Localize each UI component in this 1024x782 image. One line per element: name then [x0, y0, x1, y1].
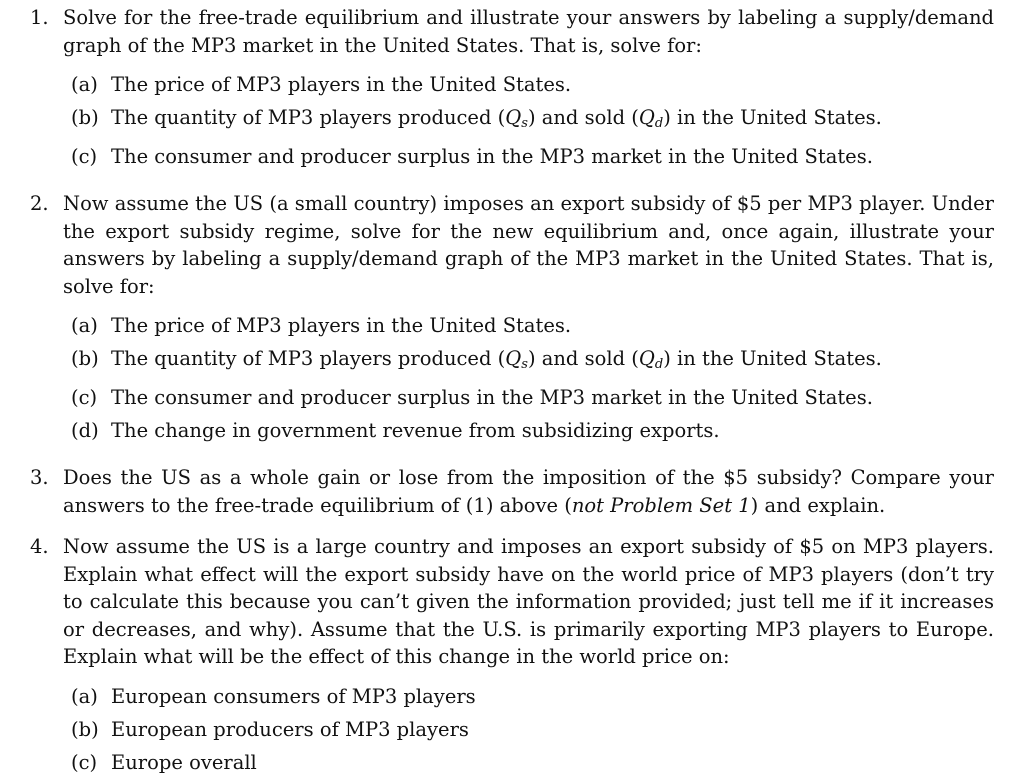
part-item	[71, 71, 994, 99]
part-list	[71, 71, 994, 171]
problem-text: Solve for the free-trade equilibrium and illustrate your answers by labeling a supply/demand graph of the MP3 market in the United States. That is, solve for:	[63, 6, 994, 57]
part-item	[71, 716, 994, 744]
part-label: (a)	[71, 73, 98, 96]
problem-number: 4.	[30, 535, 49, 558]
part-text	[111, 345, 994, 379]
part-text: Europe overall	[111, 750, 257, 774]
part-item	[71, 312, 994, 340]
part-text-post: ) in the United States.	[663, 106, 882, 129]
part-text: European consumers of MP3 players	[111, 684, 476, 708]
problem-2	[30, 190, 994, 450]
part-text	[111, 104, 994, 138]
part-label: (c)	[71, 750, 98, 774]
part-label: (a)	[71, 684, 98, 708]
part-text: The price of MP3 players in the United States.	[111, 314, 572, 337]
math-q-supply: $Q_s$	[505, 347, 528, 372]
problem-3	[30, 464, 994, 519]
part-item	[71, 683, 994, 711]
part-text: The price of MP3 players in the United States.	[111, 73, 572, 96]
part-label: (a)	[71, 314, 98, 337]
problem-number: 3.	[30, 466, 49, 489]
part-text-mid: ) and sold (	[527, 106, 639, 129]
part-item	[71, 104, 994, 138]
problem-number: 1.	[30, 6, 49, 29]
part-label: (d)	[71, 419, 99, 442]
part-item	[71, 384, 994, 412]
part-label: (b)	[71, 347, 99, 370]
part-text: The change in government revenue from subsidizing exports.	[111, 419, 720, 442]
problem-body	[63, 464, 994, 519]
part-item	[71, 417, 994, 445]
math-q-demand: $Q_d$	[638, 106, 664, 131]
part-label: (c)	[71, 145, 98, 168]
problem-text-pre: Does the US as a whole gain or lose from the imposition of the $5 subsidy? Compare your answers to the free-trade equilibrium of (1) above (	[63, 466, 994, 517]
part-text-mid: ) and sold (	[527, 347, 639, 370]
problem-body	[63, 533, 994, 782]
part-text: The consumer and producer surplus in the MP3 market in the United States.	[111, 386, 873, 409]
problem-list	[30, 4, 994, 782]
problem-text-emphasis: not Problem Set 1	[571, 493, 751, 517]
part-text-pre: The quantity of MP3 players produced (	[111, 106, 506, 129]
part-item	[71, 143, 994, 171]
part-label: (b)	[71, 717, 99, 741]
math-q-supply: $Q_s$	[505, 106, 528, 131]
problem-body	[63, 4, 994, 176]
problem-text: Now assume the US is a large country and imposes an export subsidy of $5 on MP3 players. Explain what effect will the export subsidy have on the world price of MP3 players (don’t try to calculate this because you can’t given the information provided; just tell me if it increases or decreases, and why). Assume that the U.S. is primarily exporting MP3 players to Europe. Explain what will be the effect of this change in the world price on:	[63, 535, 994, 668]
part-text-post: ) in the United States.	[663, 347, 882, 370]
problem-1	[30, 4, 994, 176]
part-text: European producers of MP3 players	[111, 717, 469, 741]
problem-text: Now assume the US (a small country) imposes an export subsidy of $5 per MP3 player. Under the export subsidy regime, solve for the new equilibrium and, once again, illustrate your answers by labeling a supply/demand graph of the MP3 market in the United States. That is, solve for:	[63, 192, 994, 298]
problem-text-post: ) and explain.	[750, 493, 886, 517]
problem-4	[30, 533, 994, 782]
part-item	[71, 749, 994, 777]
problem-number: 2.	[30, 192, 49, 215]
part-label: (c)	[71, 386, 98, 409]
part-text-pre: The quantity of MP3 players produced (	[111, 347, 506, 370]
problem-body	[63, 190, 994, 450]
part-list	[71, 683, 994, 777]
part-list	[71, 312, 994, 445]
part-item	[71, 345, 994, 379]
part-text: The consumer and producer surplus in the MP3 market in the United States.	[111, 145, 873, 168]
part-label: (b)	[71, 106, 99, 129]
math-q-demand: $Q_d$	[638, 347, 664, 372]
